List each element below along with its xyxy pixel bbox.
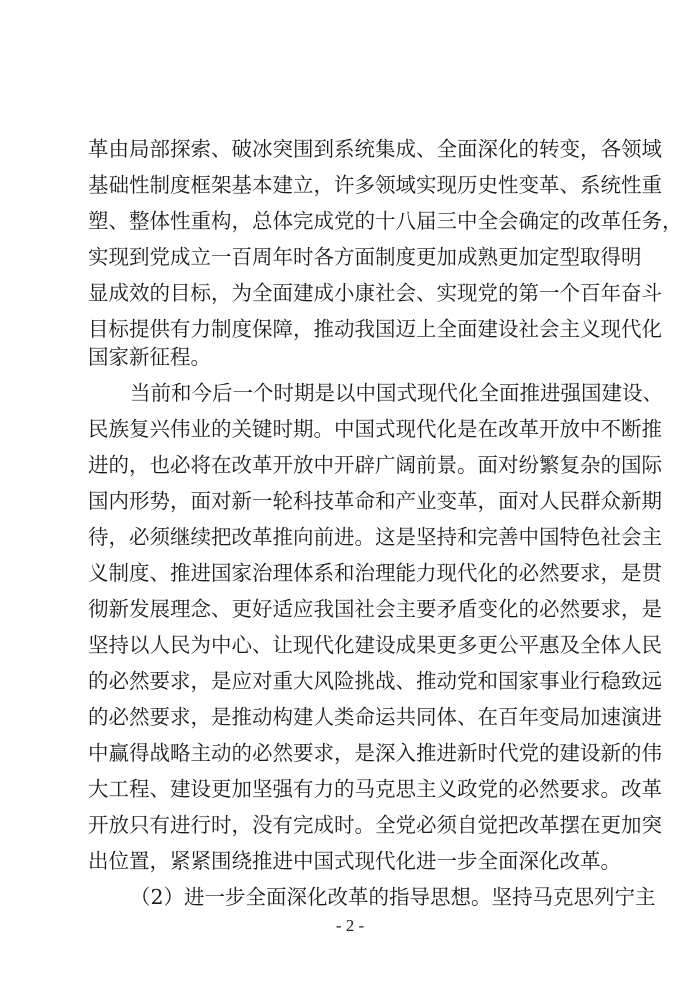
body-text-line: 目标提供有力制度保障，推动我国迈上全面建设社会主义现代化: [88, 317, 662, 341]
body-text-line: 大工程、建设更加坚强有力的马克思主义政党的必然要求。改革: [88, 777, 662, 801]
body-text-line: 待，必须继续把改革推向前进。这是坚持和完善中国特色社会主: [88, 525, 662, 549]
body-text-line: 实现到党成立一百周年时各方面制度更加成熟更加定型取得明: [88, 245, 642, 269]
section-heading-line: （2）进一步全面深化改革的指导思想。坚持马克思列宁主: [130, 885, 656, 909]
page-number: - 2 -: [335, 916, 365, 935]
body-text-line: 进的，也必将在改革开放中开辟广阔前景。面对纷繁复杂的国际: [88, 453, 662, 477]
body-text-line: 的必然要求，是推动构建人类命运共同体、在百年变局加速演进: [88, 705, 662, 729]
body-text-line: 革由局部探索、破冰突围到系统集成、全面深化的转变，各领域: [88, 137, 662, 161]
body-text-line: 的必然要求，是应对重大风险挑战、推动党和国家事业行稳致远: [88, 669, 662, 693]
paragraph-first-line: 当前和今后一个时期是以中国式现代化全面推进强国建设、: [130, 381, 663, 405]
body-text-line: 坚持以人民为中心、让现代化建设成果更多更公平惠及全体人民: [88, 633, 662, 657]
body-text-line: 国内形势，面对新一轮科技革命和产业变革，面对人民群众新期: [88, 489, 662, 513]
body-text-line: 彻新发展理念、更好适应我国社会主要矛盾变化的必然要求，是: [88, 597, 662, 621]
body-text-line: 民族复兴伟业的关键时期。中国式现代化是在改革开放中不断推: [88, 417, 662, 441]
body-text-line: 塑、整体性重构，总体完成党的十八届三中全会确定的改革任务，: [88, 209, 683, 233]
body-text-line: 出位置，紧紧围绕推进中国式现代化进一步全面深化改革。: [88, 849, 621, 873]
body-text-line: 国家新征程。: [88, 345, 211, 369]
body-text-line: 义制度、推进国家治理体系和治理能力现代化的必然要求，是贯: [88, 561, 662, 585]
body-text-line: 显成效的目标，为全面建成小康社会、实现党的第一个百年奋斗: [88, 281, 662, 305]
body-text-line: 中赢得战略主动的必然要求，是深入推进新时代党的建设新的伟: [88, 741, 662, 765]
body-text-line: 开放只有进行时，没有完成时。全党必须自觉把改革摆在更加突: [88, 813, 662, 837]
body-text-line: 基础性制度框架基本建立，许多领域实现历史性变革、系统性重: [88, 173, 662, 197]
